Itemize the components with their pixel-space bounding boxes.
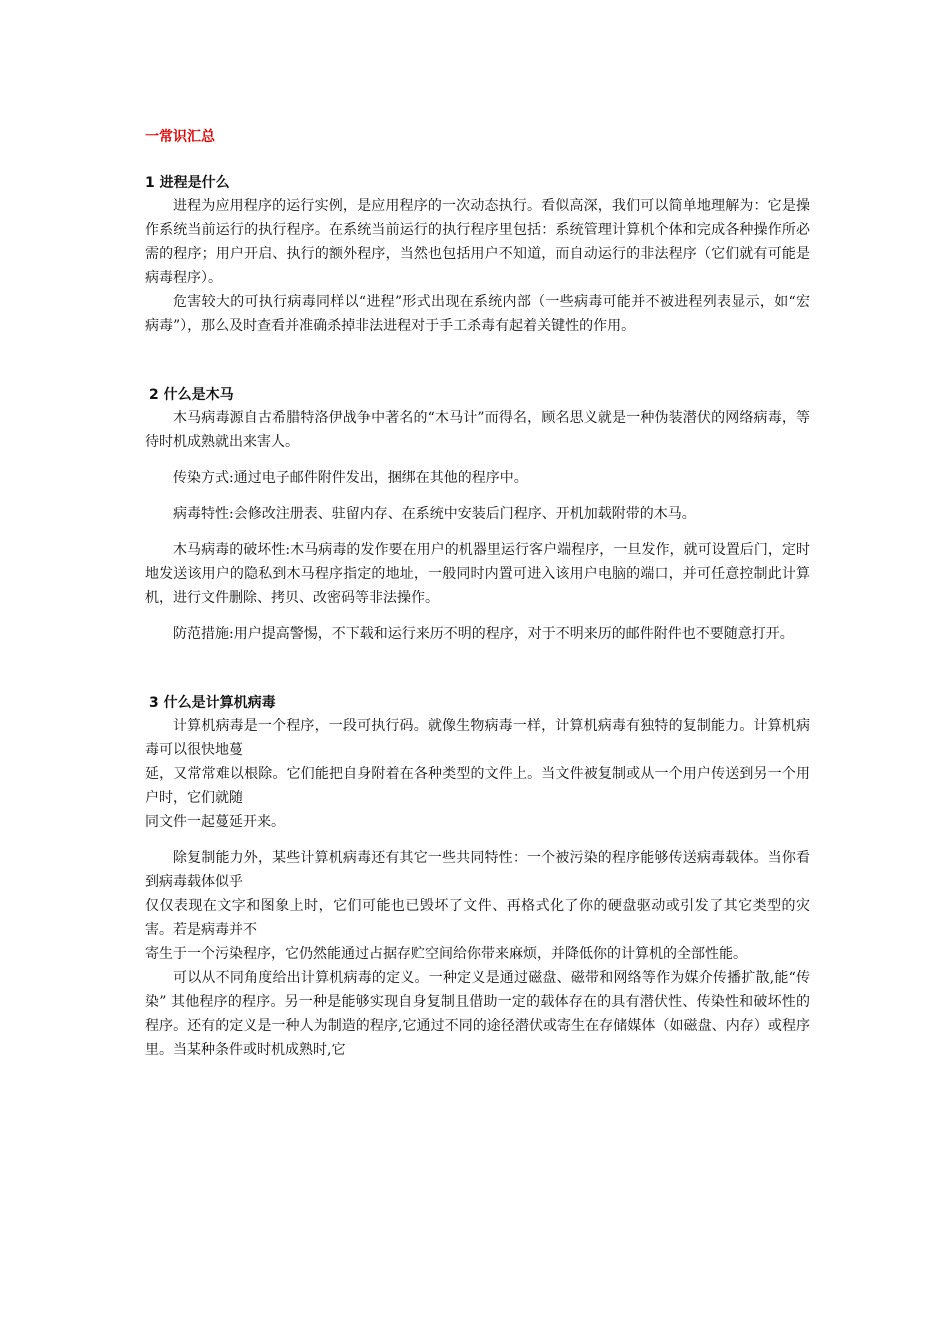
paragraph: 防范措施:用户提高警惕，不下载和运行来历不明的程序，对于不明来历的邮件附件也不要随意打开。: [173, 626, 794, 642]
paragraph: 木马病毒源自古希腊特洛伊战争中著名的“木马计”而得名，顾名思义就是一种伪装潜伏的网络病毒，等待时机成熟就出来害人。: [145, 410, 810, 450]
paragraph-line: 同文件一起蔓延开来。: [145, 814, 285, 830]
paragraph-line: 仅仅表现在文字和图象上时，它们可能也已毁坏了文件、再格式化了你的硬盘驱动或引发了其它类型的灾害。若是病毒并不: [145, 898, 810, 938]
paragraph-line: 除复制能力外，某些计算机病毒还有其它一些共同特性：一个被污染的程序能够传送病毒载体。当你看到病毒载体似乎: [145, 850, 810, 890]
paragraph: 危害较大的可执行病毒同样以“进程”形式出现在系统内部（一些病毒可能并不被进程列表显示，如“宏病毒”），那么及时查看并准确杀掉非法进程对于手工杀毒有起着关键性的作用。: [145, 294, 810, 334]
paragraph: [145, 846, 810, 966]
section-heading-trojan: 2 什么是木马: [149, 387, 234, 403]
section-heading-virus: 3 什么是计算机病毒: [149, 695, 276, 711]
paragraph-line: 延，又常常难以根除。它们能把自身附着在各种类型的文件上。当文件被复制或从一个用户传送到另一个用户时，它们就随: [145, 766, 810, 806]
paragraph: 可以从不同角度给出计算机病毒的定义。一种定义是通过磁盘、磁带和网络等作为媒介传播扩散,能“传染” 其他程序的程序。另一种是能够实现自身复制且借助一定的载体存在的具有潜伏性、传染性和破坏性的程序。还有的定义是一种人为制造的程序,它通过不同的途径潜伏或寄生在存储媒体（如磁盘、内存）或程序里。当某种条件或时机成熟时,它: [145, 970, 810, 1058]
paragraph-line: 寄生于一个污染程序，它仍然能通过占据存贮空间给你带来麻烦，并降低你的计算机的全部性能。: [145, 946, 747, 962]
paragraph: 木马病毒的破坏性:木马病毒的发作要在用户的机器里运行客户端程序，一旦发作，就可设置后门，定时地发送该用户的隐私到木马程序指定的地址，一般同时内置可进入该用户电脑的端口，并可任意控制此计算机，进行文件删除、拷贝、改密码等非法操作。: [145, 542, 810, 606]
paragraph: 病毒特性:会修改注册表、驻留内存、在系统中安装后门程序、开机加载附带的木马。: [173, 506, 696, 522]
paragraph: 进程为应用程序的运行实例，是应用程序的一次动态执行。看似高深，我们可以简单地理解为：它是操作系统当前运行的执行程序。在系统当前运行的执行程序里包括：系统管理计算机个体和完成各种操作所必需的程序；用户开启、执行的额外程序，当然也包括用户不知道，而自动运行的非法程序（它们就有可能是病毒程序）。: [145, 198, 810, 286]
paragraph: [145, 714, 810, 834]
paragraph-line: 计算机病毒是一个程序，一段可执行码。就像生物病毒一样，计算机病毒有独特的复制能力。计算机病毒可以很快地蔓: [145, 718, 810, 758]
paragraph: 传染方式:通过电子邮件附件发出，捆绑在其他的程序中。: [173, 470, 528, 486]
document-title: 一常识汇总: [145, 129, 215, 145]
section-heading-process: 1 进程是什么: [145, 175, 230, 191]
document-body: [145, 126, 810, 1062]
